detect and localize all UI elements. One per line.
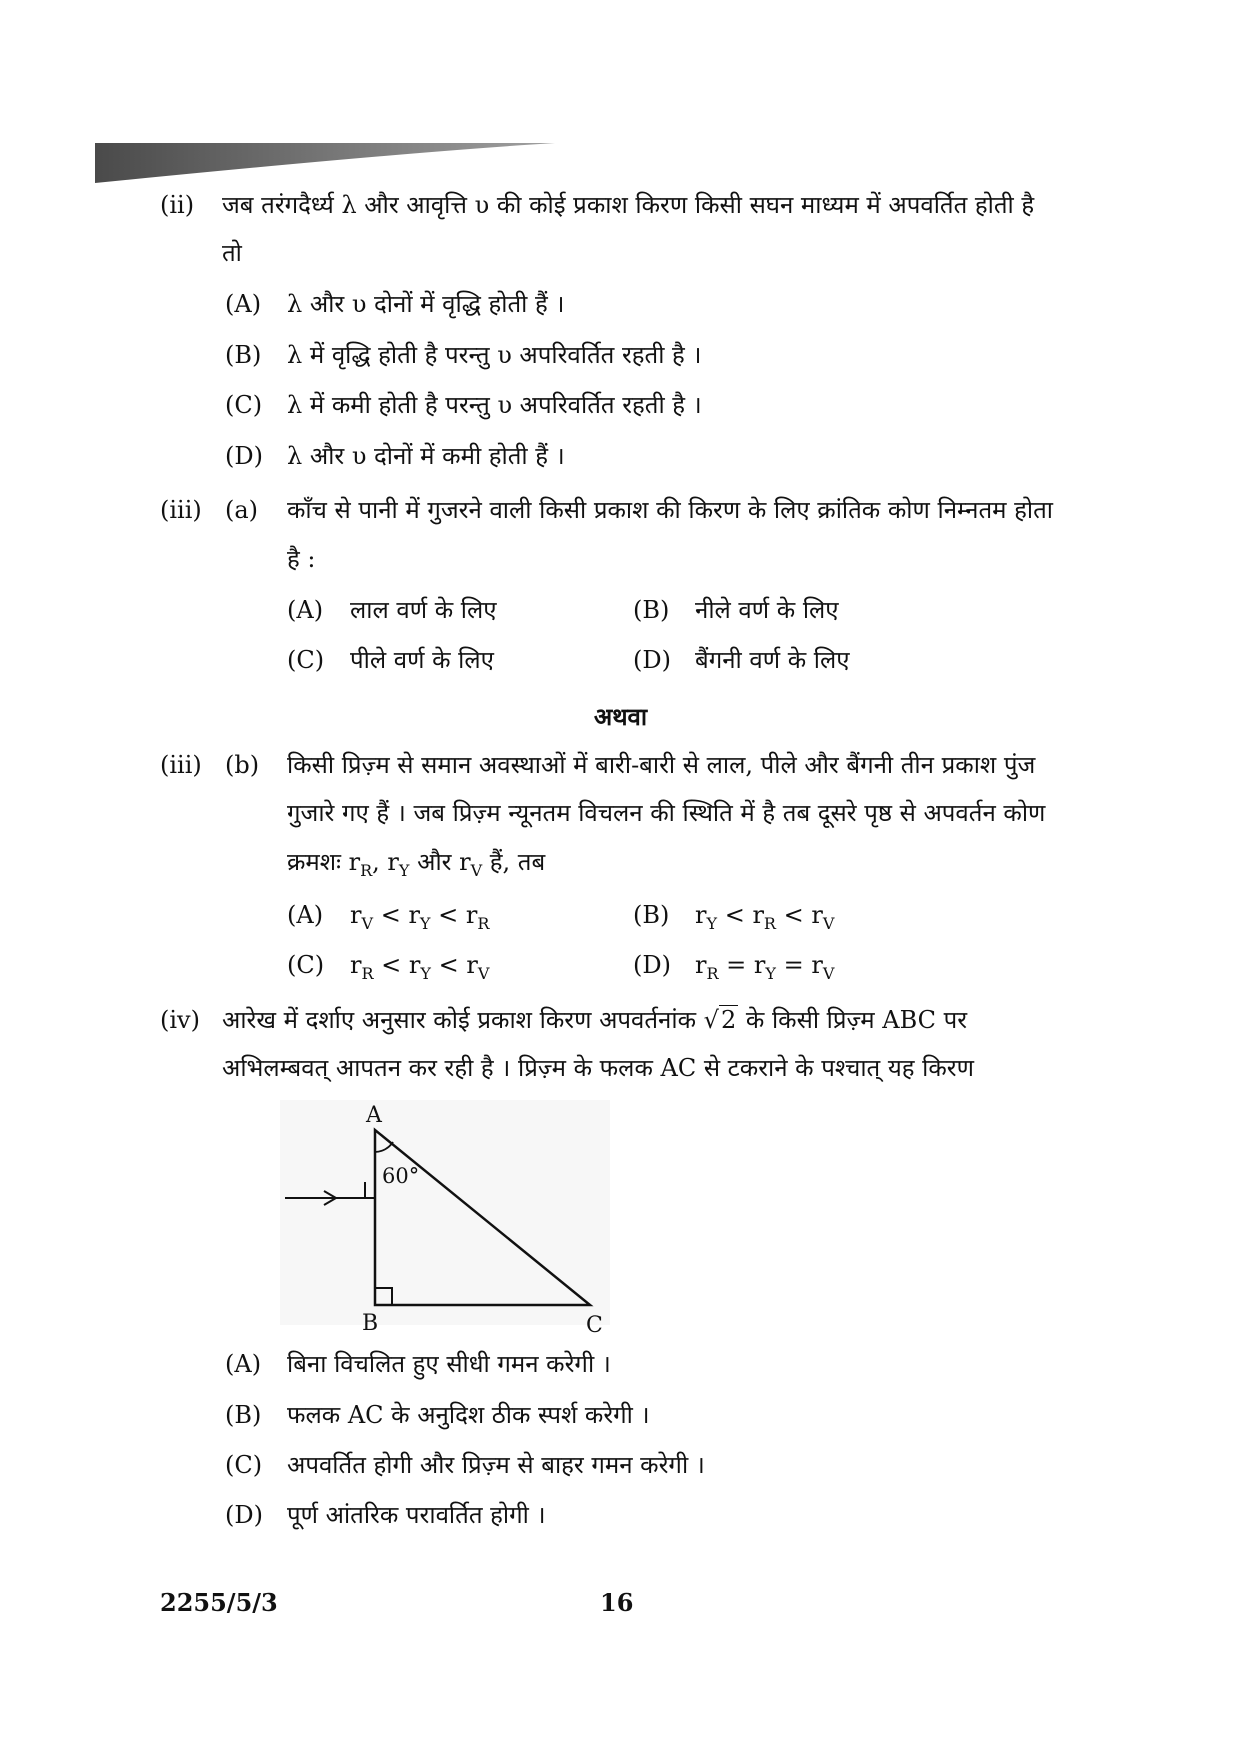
question-sub-b: (b) xyxy=(225,751,260,779)
vertex-a-label: A xyxy=(366,1103,382,1128)
option-iv-d: पूर्ण आंतरिक परावर्तित होगी । xyxy=(287,1501,546,1529)
question-iv-text-line2: अभिलम्बवत् आपतन कर रही है । प्रिज़्म के फलक AC से टकराने के पश्चात् यह किरण xyxy=(222,1054,974,1082)
question-ii-text-line1: जब तरंगदैर्ध्य λ और आवृत्ति υ की कोई प्रकाश किरण किसी सघन माध्यम में अपवर्तित होती है xyxy=(222,191,1035,219)
option-label: (A) xyxy=(287,596,324,624)
option-label: (C) xyxy=(225,1451,263,1479)
option-iii-b-d: $r_R = r_Y = r_V$ xyxy=(695,951,835,983)
paper-code: 2255/5/3 xyxy=(160,1588,278,1617)
page-number: 16 xyxy=(600,1588,634,1617)
option-ii-c: λ में कमी होती है परन्तु υ अपरिवर्तित रहती है । xyxy=(287,391,702,419)
question-number-ii: (ii) xyxy=(160,191,195,219)
option-label: (D) xyxy=(633,646,671,674)
diagram-background xyxy=(280,1100,610,1325)
option-label: (A) xyxy=(287,901,324,929)
option-iii-b-b: $r_Y < r_R < r_V$ xyxy=(695,901,835,933)
option-label: (B) xyxy=(225,341,262,369)
prism-diagram xyxy=(280,1100,610,1345)
option-label: (C) xyxy=(225,391,263,419)
option-iii-b-c: $r_R < r_Y < r_V$ xyxy=(350,951,490,983)
or-separator: अथवा xyxy=(593,702,648,731)
option-ii-a: λ और υ दोनों में वृद्धि होती हैं । xyxy=(287,290,565,318)
question-iii-b-text-line1: किसी प्रिज़्म से समान अवस्थाओं में बारी-बारी से लाल, पीले और बैंगनी तीन प्रकाश पुंज xyxy=(287,751,1036,779)
option-label: (A) xyxy=(225,290,262,318)
option-ii-b: λ में वृद्धि होती है परन्तु υ अपरिवर्तित रहती है । xyxy=(287,341,702,369)
question-sub-a: (a) xyxy=(225,496,259,524)
option-label: (D) xyxy=(633,951,671,979)
sqrt-symbol: √2 xyxy=(703,1006,737,1034)
option-iii-a-a: लाल वर्ण के लिए xyxy=(350,596,497,624)
angle-label: 60° xyxy=(382,1164,420,1188)
option-label: (D) xyxy=(225,1501,263,1529)
question-number-iii: (iii) xyxy=(160,751,202,779)
option-iii-a-c: पीले वर्ण के लिए xyxy=(350,646,494,674)
option-ii-d: λ और υ दोनों में कमी होती हैं । xyxy=(287,442,565,470)
option-label: (B) xyxy=(633,901,670,929)
option-label: (D) xyxy=(225,442,263,470)
option-label: (C) xyxy=(287,951,325,979)
option-iv-b: फलक AC के अनुदिश ठीक स्पर्श करेगी । xyxy=(287,1401,650,1429)
question-iii-b-text-line2: गुजारे गए हैं । जब प्रिज़्म न्यूनतम विचलन की स्थिति में है तब दूसरे पृष्ठ से अपवर्तन कोण xyxy=(287,799,1046,827)
option-iv-a: बिना विचलित हुए सीधी गमन करेगी । xyxy=(287,1350,611,1378)
question-iv-text-line1: आरेख में दर्शाए अनुसार कोई प्रकाश किरण अपवर्तनांक √2 के किसी प्रिज़्म ABC पर xyxy=(222,1006,968,1034)
option-label: (B) xyxy=(225,1401,262,1429)
option-iii-b-a: $r_V < r_Y < r_R$ xyxy=(350,901,490,933)
option-label: (C) xyxy=(287,646,325,674)
option-label: (B) xyxy=(633,596,670,624)
question-iii-a-text-line1: काँच से पानी में गुजरने वाली किसी प्रकाश की किरण के लिए क्रांतिक कोण निम्नतम होता xyxy=(287,496,1053,524)
question-iii-b-text-line3: क्रमशः $r_R$, $r_Y$ और $r_V$ हैं, तब xyxy=(287,848,546,880)
question-iii-a-text-line2: है : xyxy=(287,545,316,573)
option-iv-c: अपवर्तित होगी और प्रिज़्म से बाहर गमन करेगी । xyxy=(287,1451,705,1479)
option-iii-a-b: नीले वर्ण के लिए xyxy=(695,596,839,624)
question-number-iv: (iv) xyxy=(160,1006,200,1034)
question-ii-text-line2: तो xyxy=(222,239,242,267)
header-banner xyxy=(95,143,555,183)
option-label: (A) xyxy=(225,1350,262,1378)
vertex-b-label: B xyxy=(362,1311,379,1336)
question-number-iii: (iii) xyxy=(160,496,202,524)
vertex-c-label: C xyxy=(586,1313,603,1338)
option-iii-a-d: बैंगनी वर्ण के लिए xyxy=(695,646,850,674)
